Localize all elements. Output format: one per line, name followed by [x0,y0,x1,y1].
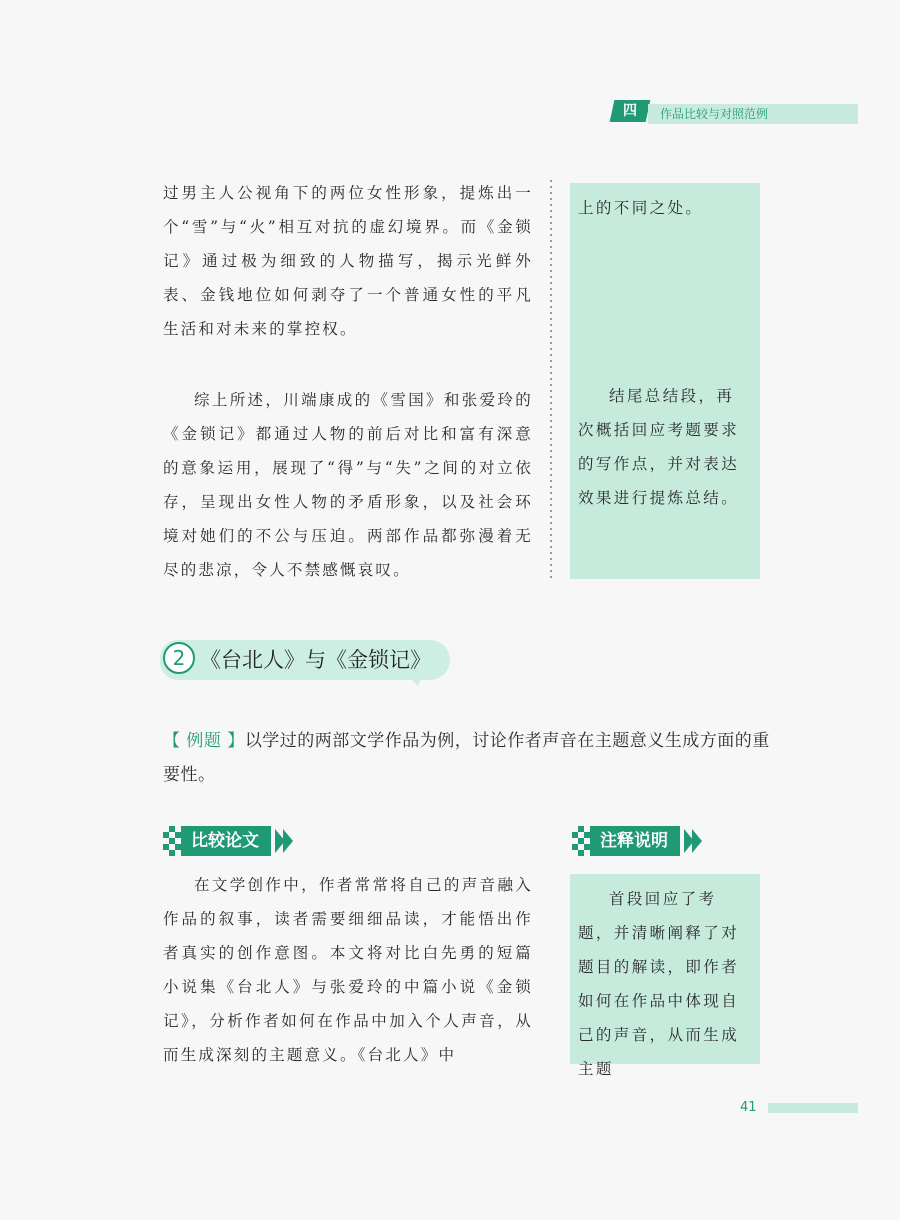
checker-pattern [163,826,181,856]
notes-label-text: 注释说明 [590,826,680,856]
chapter-badge [610,100,651,122]
essay-paragraph-1: 过男主人公视角下的两位女性形象，提炼出一个“雪”与“火”相互对抗的虚幻境界。而《金锁记》通过极为细致的人物描写，揭示光鲜外表、金钱地位如何剥夺了一个普通女性的平凡生活和对未来的掌控权。 [163,184,533,338]
essay-paragraph-2: 综上所述，川端康成的《雪国》和张爱玲的《金锁记》都通过人物的前后对比和富有深意的意象运用，展现了“得”与“失”之间的对立依存，呈现出女性人物的矛盾形象，以及社会环境对她们的不公与压迫。两部作品都弥漫着无尽的悲凉，令人不禁感慨哀叹。 [163,391,533,579]
note-text-2: 结尾总结段，再次概括回应考题要求的写作点，并对表达效果进行提炼总结。 [578,387,740,507]
essay-label-text: 比较论文 [181,826,271,856]
note-box-1 [570,183,760,579]
section-number: 2 [163,642,195,674]
essay-paragraph-3: 在文学创作中，作者常常将自己的声音融入作品的叙事，读者需要细细品读，才能悟出作者真实的创作意图。本文将对比白先勇的短篇小说集《台北人》与张爱玲的中篇小说《金锁记》，分析作者如何在作品中加入个人声音，从而生成深刻的主题意义。《台北人》中 [163,876,533,1064]
chevron-icon [692,829,702,853]
chevron-icon [283,829,293,853]
example-question [163,724,783,792]
example-tag: 【 例题 】 [163,731,245,751]
note-text-1: 上的不同之处。 [578,199,704,217]
page-number: 41 [740,1100,757,1115]
essay-label [163,826,303,856]
note-box-2 [570,874,760,1078]
column-divider [548,180,554,580]
chapter-title: 作品比较与对照范例 [660,107,769,121]
footer-bar [768,1103,858,1113]
chapter-badge-text: 四 [623,103,637,119]
example-text: 以学过的两部文学作品为例，讨论作者声音在主题意义生成方面的重要性。 [163,731,770,785]
note-text-3: 首段回应了考题，并清晰阐释了对题目的解读，即作者如何在作品中体现自己的声音，从而生成主题 [578,890,740,1078]
section-title: 《台北人》与《金锁记》 [200,648,431,672]
notes-label [572,826,712,856]
checker-pattern [572,826,590,856]
